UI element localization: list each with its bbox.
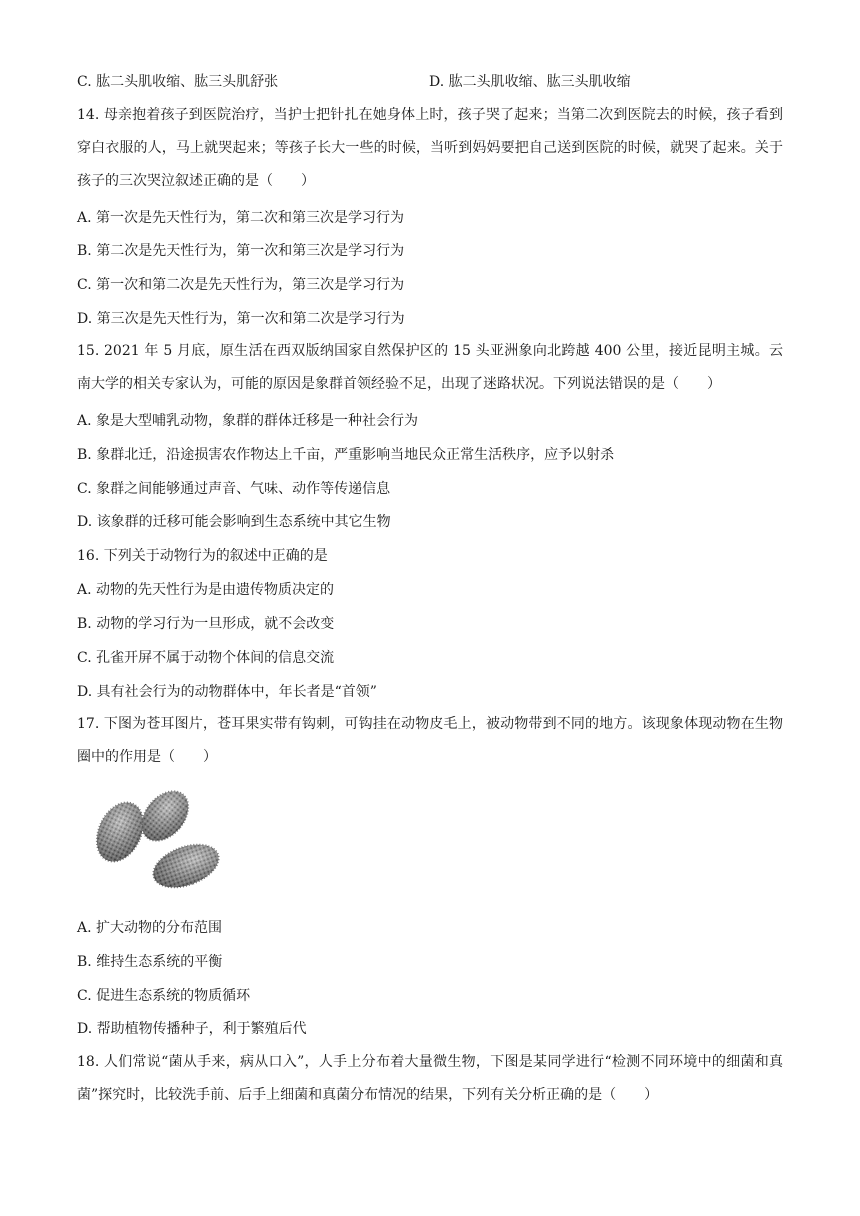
q14-option-a: A. 第一次是先天性行为，第二次和第三次是学习行为 — [77, 210, 405, 226]
q16-option-d: D. 具有社会行为的动物群体中，年长者是“首领” — [77, 684, 377, 700]
cocklebur-image — [90, 786, 226, 896]
q13-option-d: D. 肱二头肌收缩、肱三头肌收缩 — [429, 74, 631, 90]
q14-option-d: D. 第三次是先天性行为，第一次和第二次是学习行为 — [77, 311, 405, 327]
q15-option-d: D. 该象群的迁移可能会影响到生态系统中其它生物 — [77, 514, 391, 530]
q17-stem: 17. 下图为苍耳图片，苍耳果实带有钩刺，可钩挂在动物皮毛上，被动物带到不同的地方。该现象体现动物在生物圈中的作用是（ ） — [77, 716, 783, 765]
q18-stem: 18. 人们常说“菌从手来，病从口入”，人手上分布着大量微生物，下图是某同学进行“检测不同环境中的细菌和真菌”探究时，比较洗手前、后手上细菌和真菌分布情况的结果，下列有关分析正确的是（ ） — [77, 1054, 783, 1103]
cocklebur-fruit-1 — [90, 795, 152, 869]
q16-stem: 16. 下列关于动物行为的叙述中正确的是 — [77, 548, 328, 564]
q16-option-a: A. 动物的先天性行为是由遗传物质决定的 — [77, 582, 335, 598]
q16-option-c: C. 孔雀开屏不属于动物个体间的信息交流 — [77, 650, 335, 666]
q14-stem: 14. 母亲抱着孩子到医院治疗，当护士把针扎在她身体上时，孩子哭了起来；当第二次到医院去的时候，孩子看到穿白衣服的人，马上就哭起来；等孩子长大一些的时候，当听到妈妈要把自己送到医院的时候，就哭了起来。关于孩子的三次哭泣叙述正确的是（ ） — [77, 107, 783, 189]
cocklebur-fruit-3 — [148, 837, 225, 896]
q15-option-a: A. 象是大型哺乳动物，象群的群体迁移是一种社会行为 — [77, 413, 419, 429]
q15-option-b: B. 象群北迁，沿途损害农作物达上千亩，严重影响当地民众正常生活秩序，应予以射杀 — [77, 447, 615, 463]
q17-option-b: B. 维持生态系统的平衡 — [77, 954, 223, 970]
q16-option-b: B. 动物的学习行为一旦形成，就不会改变 — [77, 616, 335, 632]
q15-stem: 15. 2021 年 5 月底，原生活在西双版纳国家自然保护区的 15 头亚洲象向北跨越 400 公里，接近昆明主城。云南大学的相关专家认为，可能的原因是象群首领经验不足，出现了迷路状况。下列说法错误的是（ ） — [77, 343, 783, 392]
q17-option-a: A. 扩大动物的分布范围 — [77, 920, 223, 936]
q17-option-c: C. 促进生态系统的物质循环 — [77, 988, 251, 1004]
q17-option-d: D. 帮助植物传播种子，利于繁殖后代 — [77, 1021, 307, 1037]
q15-option-c: C. 象群之间能够通过声音、气味、动作等传递信息 — [77, 481, 391, 497]
q13-option-c: C. 肱二头肌收缩、肱三头肌舒张 — [77, 74, 279, 90]
q14-option-b: B. 第二次是先天性行为，第一次和第三次是学习行为 — [77, 243, 405, 259]
q14-option-c: C. 第一次和第二次是先天性行为，第三次是学习行为 — [77, 277, 405, 293]
